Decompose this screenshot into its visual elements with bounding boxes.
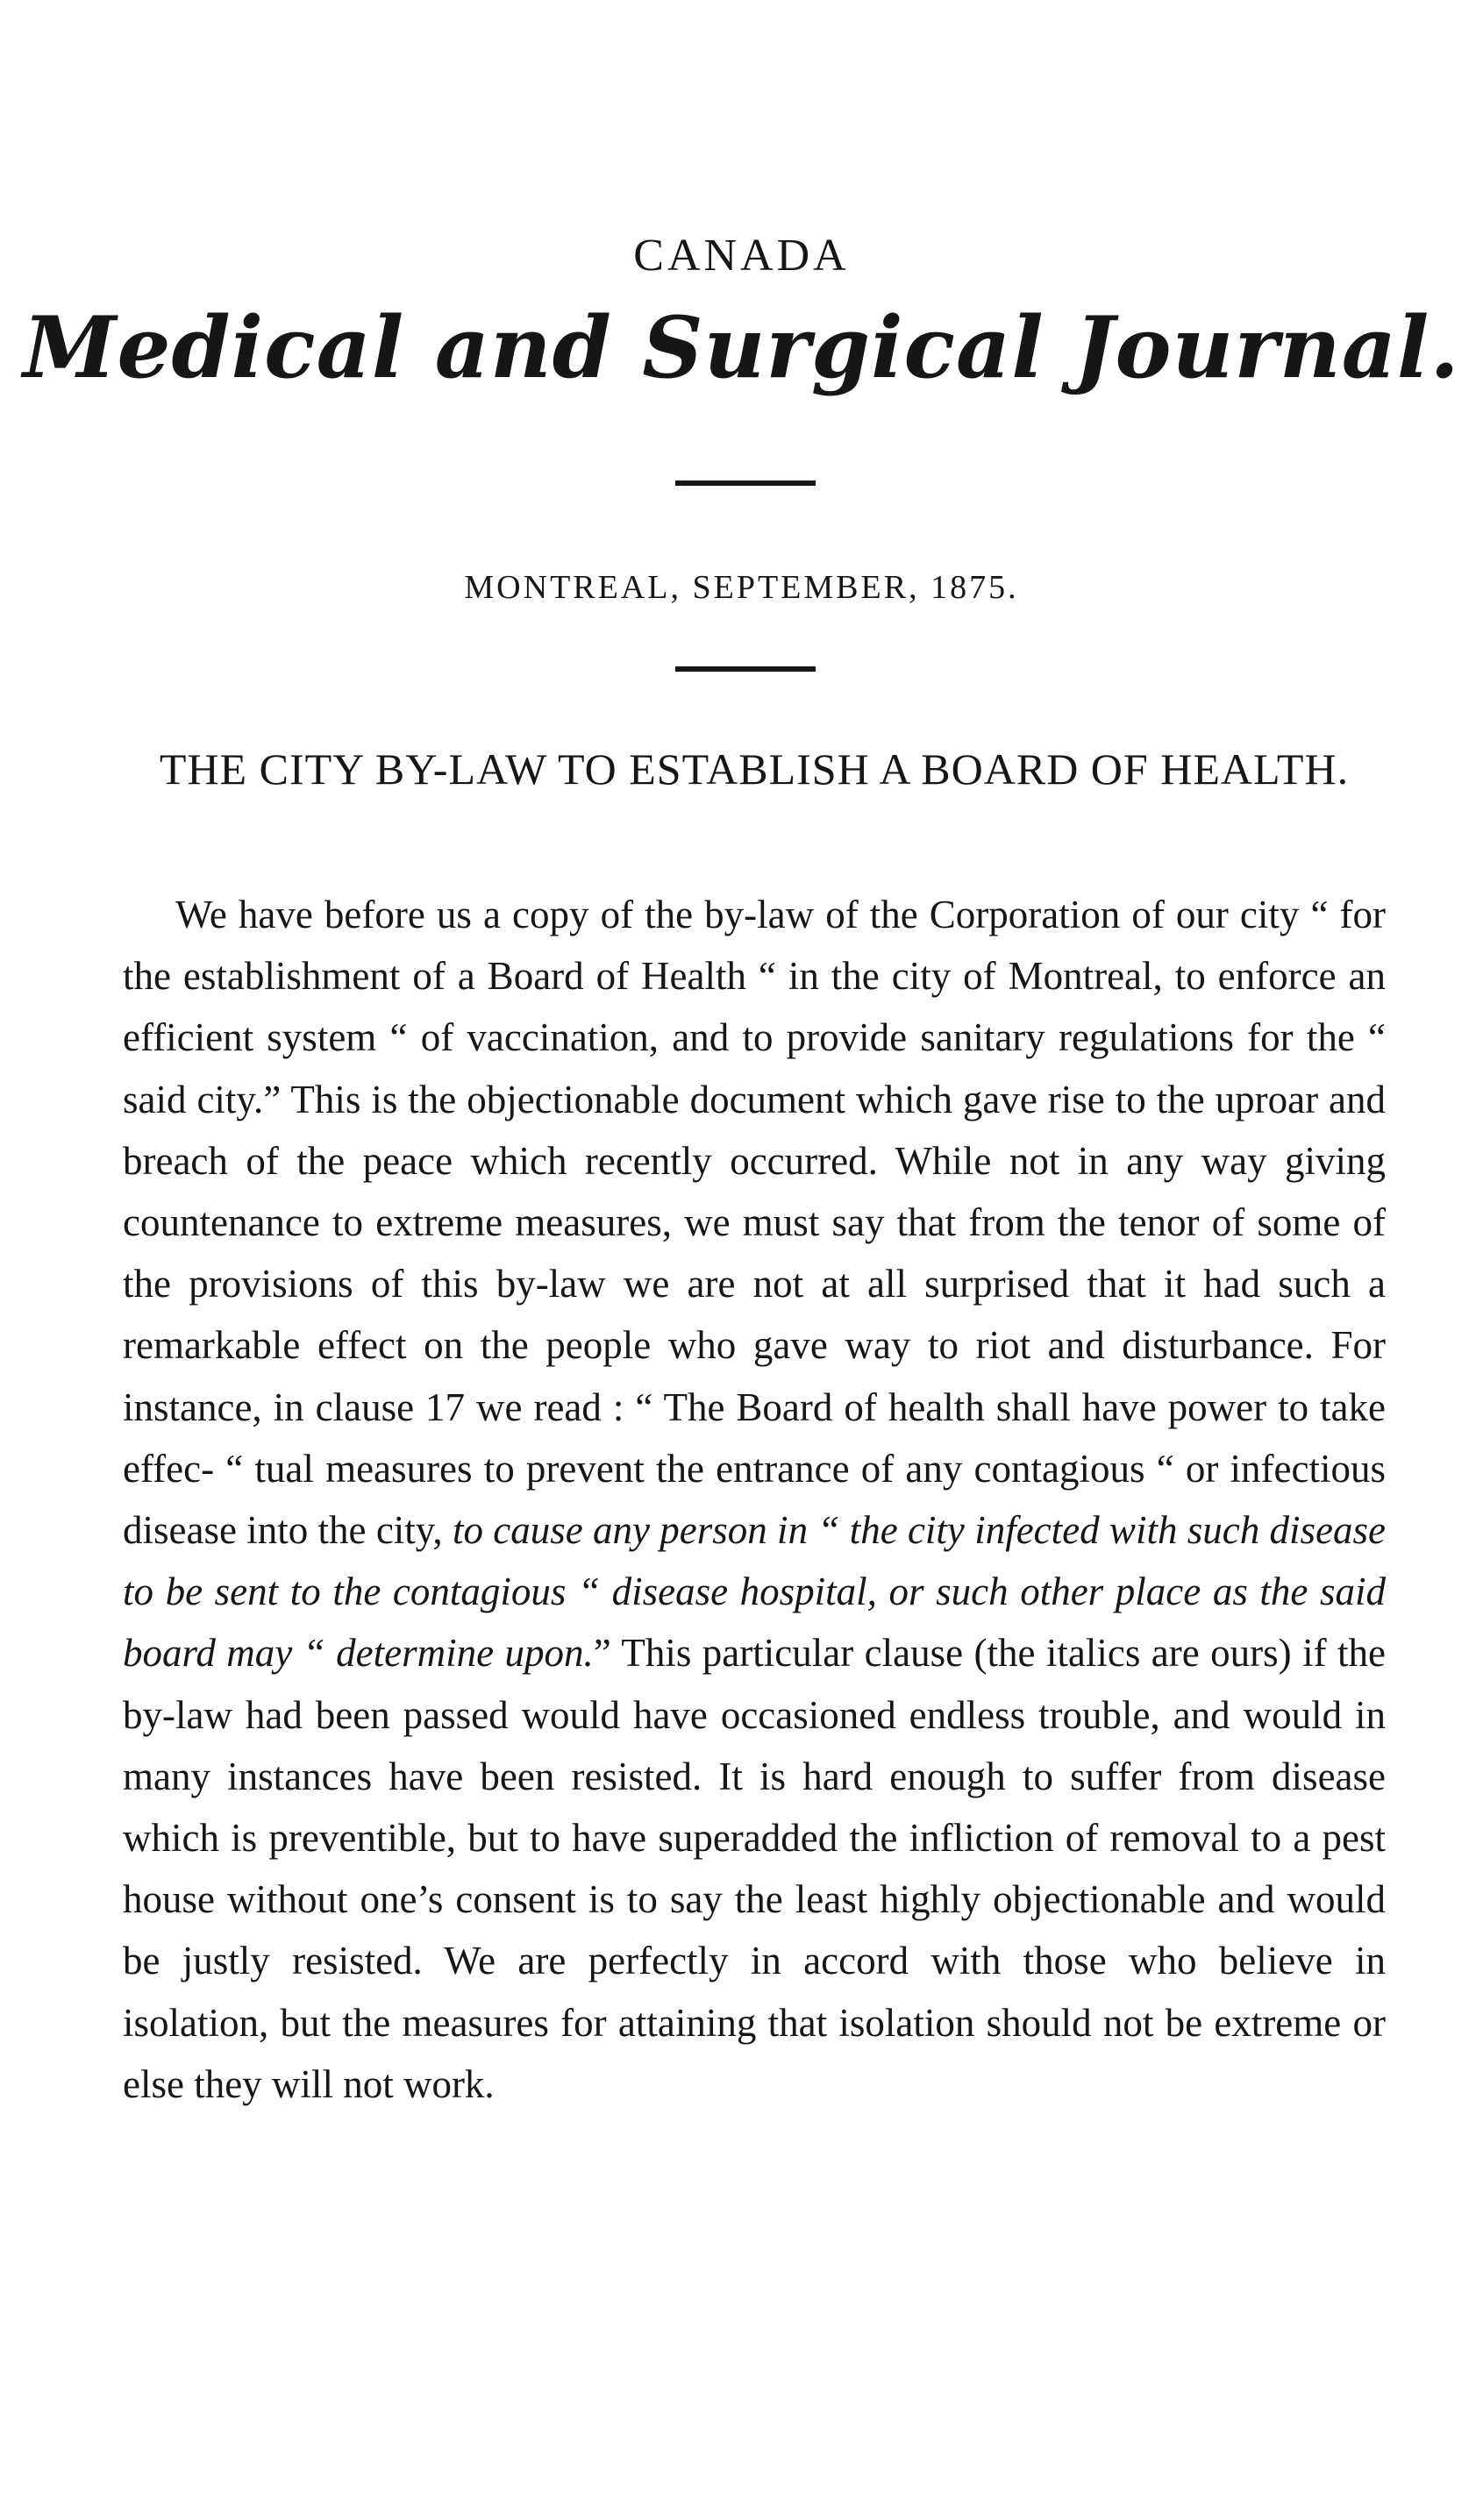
dateline: MONTREAL, SEPTEMBER, 1875.: [464, 569, 1019, 606]
masthead-title: Medical and Surgical Journal.: [23, 298, 1460, 397]
article-text-roman-2: ” This particular clause (the italics are ours) if the by-law had been passed would have occasioned endless trouble, and would in many instances have been resisted. It is hard enough to suffer from disease which is preventible, but to have superadded the infliction of removal to a pest house without one’s consent is to say the least highly objectionable and would be justly resisted. We are perfectly in accord with those who believe in isolation, but the measures for attaining that isolation should not be extreme or else they will not work.: [123, 1631, 1386, 2106]
article-text-roman-1: We have before us a copy of the by-law of the Corporation of our city “ for the establishment of a Board of Health “ in the city of Montreal, to enforce an efficient system “ of vaccination, and to provide sanitary regulations for the “ said city.” This is the objectionable document which gave rise to the uproar and breach of the peace which recently occurred. While not in any way giving countenance to extreme measures, we must say that from the tenor of some of the provisions of this by-law we are not at all surprised that it had such a remarkable effect on the people who gave way to riot and disturbance. For instance, in clause 17 we read : “ The Board of health shall have power to take effec- “ tual measures to prevent the entrance of any contagious “ or infectious disease into the city,: [123, 893, 1386, 1553]
masthead-rule-bottom: [675, 666, 816, 672]
article-body: [123, 884, 1386, 2115]
article-text-italic: to cause any person in “ the city infected with such disease to be sent to the contagious “ disease hospital, or such other place as the said board may “ determine upon.: [123, 1508, 1387, 1676]
masthead-rule-top: [675, 481, 816, 486]
article-paragraph: [123, 884, 1386, 2115]
article-headline: THE CITY BY-LAW TO ESTABLISH A BOARD OF HEALTH.: [159, 744, 1350, 794]
masthead-country: CANADA: [633, 231, 850, 281]
